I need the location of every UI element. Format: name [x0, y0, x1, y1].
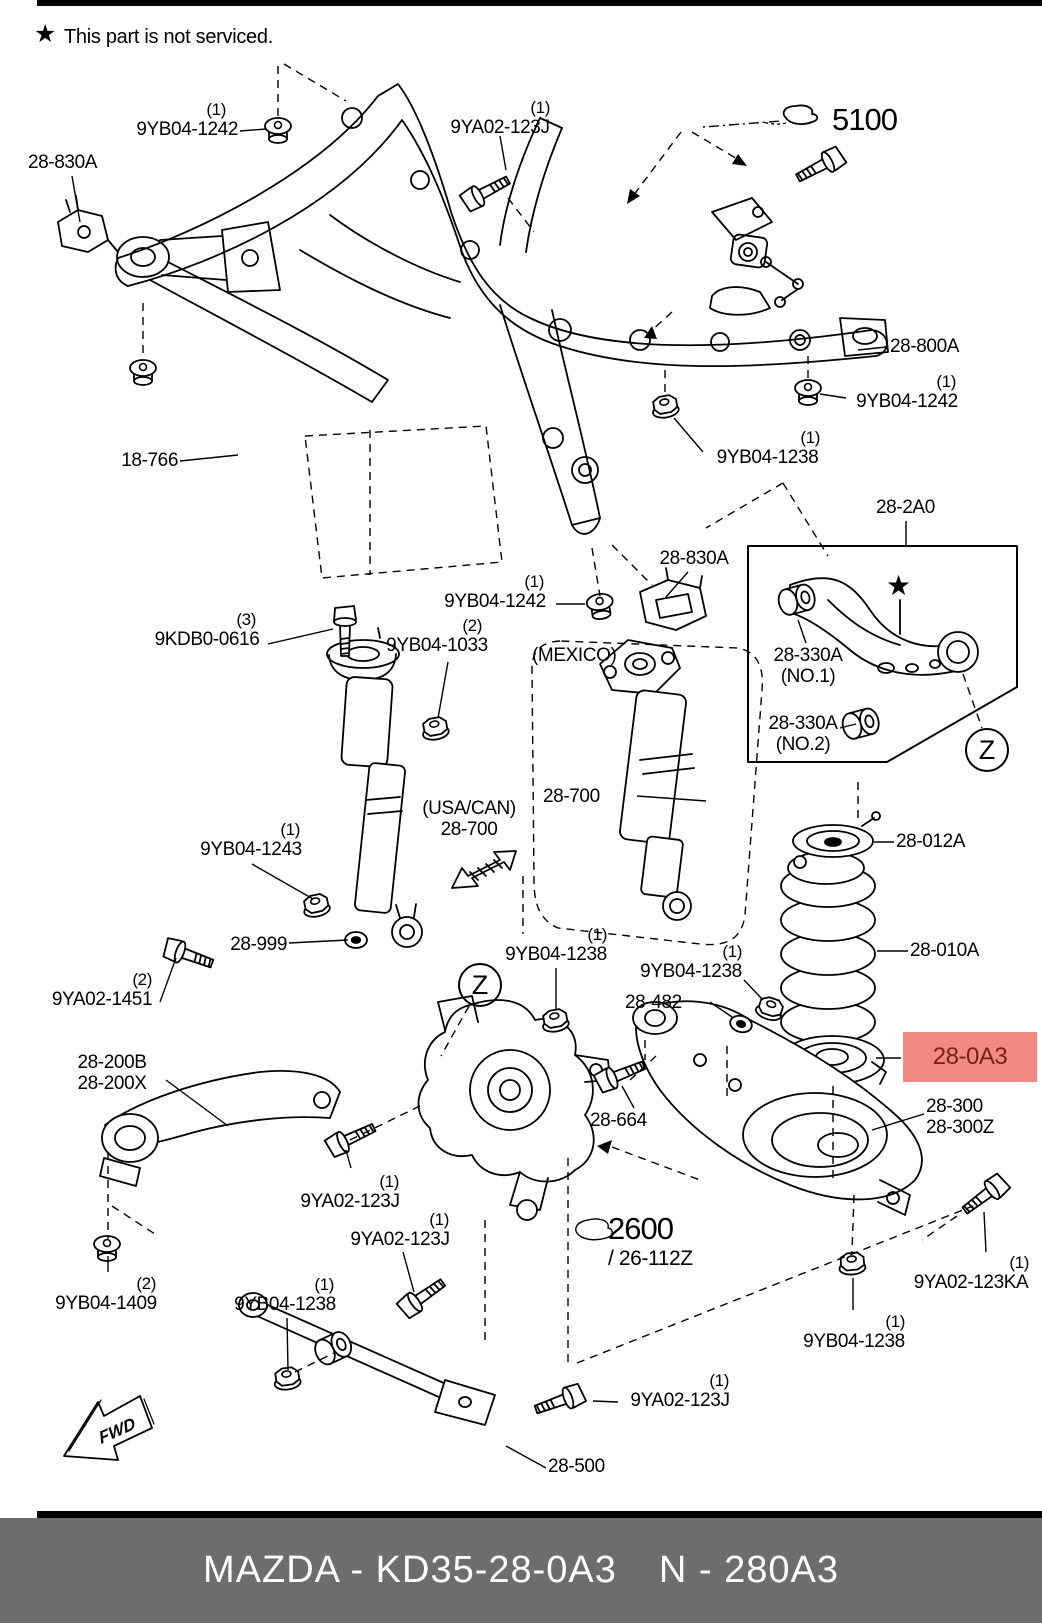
- part-number: 28-2A0: [876, 497, 935, 518]
- not-serviced-note: This part is not serviced.: [64, 26, 273, 48]
- callout-28-500: [548, 1456, 605, 1477]
- bolt-9ya02-123j-knuckle2: [396, 1273, 450, 1320]
- callout-18-766: [98, 450, 178, 471]
- star-icon: ★: [34, 20, 57, 48]
- callout-28-012a: [896, 831, 965, 852]
- callout-28-300: [926, 1096, 994, 1139]
- part-number: 9KDB0-0616: [154, 629, 260, 651]
- part-sub: (NO.1): [780, 666, 836, 688]
- callout-9kdb0-0616: [148, 610, 266, 650]
- z-label: Z: [978, 734, 996, 765]
- qty: (1): [936, 372, 956, 391]
- lower-arm-28-300: [633, 1001, 922, 1215]
- star-marker: ★: [886, 570, 912, 601]
- part-number: 9YA02-123J: [350, 1229, 450, 1251]
- callout-9yb04-1238-bottom-left: [226, 1275, 344, 1315]
- nut-9yb04-1033: [420, 716, 449, 742]
- part-number: 5100: [832, 102, 897, 137]
- callout-9ya02-1451: [42, 970, 162, 1010]
- bolt-9ya02-123j-top: [459, 170, 513, 213]
- qty: (1): [429, 1210, 449, 1229]
- part-number: 28-830A: [28, 152, 98, 173]
- bottom-border: [37, 1511, 1042, 1518]
- shock-absorber-mexico: [600, 640, 694, 920]
- callout-28-830a-left: [28, 152, 138, 173]
- clip-glyph-icon: [784, 105, 818, 124]
- spring-upper-seat-28-012a: [793, 812, 880, 857]
- callout-9yb04-1238-top: [705, 428, 830, 468]
- region-label: (USA/CAN): [422, 798, 516, 819]
- height-sensor-assembly: [710, 105, 817, 314]
- bolt-28-664: [593, 1055, 648, 1094]
- bolt-9ya02-123j-bottom: [532, 1382, 587, 1420]
- part-number: 28-800A: [890, 336, 960, 357]
- part-number: 9YB04-1033: [386, 635, 488, 657]
- part-number: 28-200B: [77, 1052, 147, 1073]
- nut-9yb04-1242-mid: [586, 592, 615, 620]
- fwd-label: FWD: [96, 1413, 138, 1448]
- callout-28-700-mexico: [543, 786, 600, 807]
- callout-28-2a0: [876, 497, 935, 518]
- qty: (3): [236, 610, 256, 629]
- footer-part-code: MAZDA - KD35-28-0A3: [202, 1549, 617, 1591]
- part-number: 2600: [608, 1211, 673, 1246]
- part-number: 9YA02-123KA: [913, 1272, 1029, 1294]
- qty: (2): [132, 970, 152, 989]
- region-label: (MEXICO): [532, 645, 617, 666]
- bolt-5100: [793, 145, 847, 188]
- callout-mexico: [532, 645, 616, 666]
- part-number: 9YB04-1238: [640, 961, 742, 983]
- callout-5100: [832, 103, 897, 138]
- callout-9ya02-123ka: [903, 1253, 1039, 1293]
- part-number: 28-012A: [896, 831, 966, 852]
- callout-9ya02-123j-top: [440, 98, 560, 138]
- callout-28-664: [590, 1110, 647, 1131]
- callout-2600: [608, 1212, 693, 1270]
- qty: (1): [885, 1312, 905, 1331]
- callout-9yb04-1409: [46, 1274, 166, 1314]
- coil-spring-28-010a: [781, 852, 875, 1043]
- part-number: 28-999: [230, 934, 287, 955]
- part-number: 28-330A: [768, 713, 838, 734]
- part-number: 28-830A: [659, 548, 729, 569]
- part-number: 28-482: [625, 992, 682, 1013]
- part-number: 9YB04-1242: [856, 391, 958, 413]
- callout-28-700-usacan: [406, 798, 532, 841]
- qty: (1): [379, 1172, 399, 1191]
- part-number: 28-0A3: [932, 1043, 1008, 1070]
- callout-28-999: [203, 934, 287, 955]
- part-number: 28-700: [543, 786, 600, 807]
- callout-9yb04-1242-right: [848, 372, 966, 412]
- part-number: 18-766: [121, 450, 178, 471]
- qty: (1): [709, 1371, 729, 1390]
- callout-9yb04-1033: [382, 616, 492, 656]
- part-number: 28-500: [548, 1456, 605, 1477]
- shock-absorber-usa-can: [327, 628, 422, 947]
- part-number: 9YB04-1238: [716, 447, 819, 469]
- nut-9yb04-1242-left: [130, 360, 156, 385]
- z-label: Z: [471, 969, 489, 1000]
- callout-28-010a: [910, 940, 979, 961]
- callout-9yb04-1238-mid: [495, 925, 617, 965]
- footer-ref-code: N - 280A3: [658, 1549, 839, 1591]
- qty: (1): [524, 572, 544, 591]
- nut-9yb04-1238-bottom-left: [273, 1366, 302, 1391]
- part-number: 9YA02-123J: [450, 117, 550, 139]
- part-number: 9YB04-1238: [505, 944, 607, 966]
- part-number: 9YB04-1243: [200, 839, 302, 861]
- callout-9yb04-1238-spring: [630, 942, 752, 982]
- part-number-alt: 28-300Z: [926, 1117, 994, 1139]
- qty: (1): [1009, 1253, 1029, 1272]
- rear-knuckle: [418, 996, 610, 1220]
- part-number-alt: / 26-112Z: [608, 1246, 693, 1270]
- part-number: 9YA02-123J: [630, 1390, 730, 1412]
- part-number: 9YB04-1242: [136, 119, 238, 141]
- part-number: 28-330A: [773, 645, 843, 666]
- clip-glyph-icon-2600: [576, 1219, 612, 1240]
- part-number: 28-700: [440, 819, 498, 841]
- qty: (1): [280, 820, 300, 839]
- part-number: 9YB04-1242: [444, 591, 546, 613]
- callout-9ya02-123j-knuckle2: [341, 1210, 459, 1250]
- qty: (1): [722, 942, 742, 961]
- callout-9yb04-1238-bottom-right: [793, 1312, 915, 1352]
- callout-9yb04-1243: [192, 820, 310, 860]
- callout-28-330a-no2: [752, 713, 854, 756]
- bracket-28-830a-left: [58, 196, 118, 252]
- callout-28-200b: [60, 1052, 164, 1095]
- part-number: 9YB04-1238: [803, 1331, 905, 1353]
- nut-9yb04-1242-top: [265, 118, 291, 143]
- callout-9yb04-1242-top: [118, 100, 238, 140]
- bolt-9ya02-123j-knuckle1: [324, 1118, 379, 1159]
- part-number: 9YB04-1409: [55, 1293, 157, 1315]
- nut-9yb04-1238-top: [650, 394, 679, 420]
- part-number-alt: 28-200X: [77, 1073, 147, 1095]
- callout-9ya02-123j-knuckle1: [291, 1172, 409, 1212]
- callout-28-800a: [890, 336, 990, 357]
- qty: (1): [800, 428, 820, 447]
- part-number: 9YA02-123J: [300, 1191, 400, 1213]
- nut-9yb04-1243: [301, 893, 331, 919]
- part-number: 9YB04-1238: [234, 1294, 336, 1316]
- washer-28-999: [345, 932, 367, 948]
- part-sub: (NO.2): [775, 734, 831, 756]
- callout-28-830a-mid: [645, 548, 743, 569]
- bracket-28-830a-mid: [640, 568, 706, 630]
- nut-9yb04-1409: [94, 1236, 120, 1261]
- part-number: 28-010A: [910, 940, 980, 961]
- z-view-marker-1: [965, 728, 1009, 772]
- qty: (2): [462, 616, 482, 635]
- footer-bar: [0, 1518, 1042, 1623]
- qty: (1): [314, 1275, 334, 1294]
- z-view-marker-2: [458, 963, 502, 1007]
- bolt-9ya02-123ka: [958, 1172, 1011, 1220]
- callout-9yb04-1242-mid: [436, 572, 554, 612]
- qty: (1): [587, 925, 607, 944]
- callout-28-330a-no1: [757, 645, 859, 688]
- qty: (1): [206, 100, 226, 119]
- callout-28-482: [625, 992, 682, 1013]
- qty: (1): [530, 98, 550, 117]
- highlighted-callout-28-0a3: [903, 1032, 1037, 1082]
- double-arrow-icon: [452, 851, 516, 888]
- nut-9yb04-1238-bottom-right: [838, 1252, 866, 1276]
- bushing-bottom-left: [311, 1329, 355, 1368]
- part-number: 9YA02-1451: [51, 989, 153, 1011]
- part-number: 28-664: [590, 1110, 647, 1131]
- nut-9yb04-1242-right: [795, 380, 821, 405]
- callout-9ya02-123j-bottom: [621, 1371, 739, 1411]
- qty: (2): [136, 1274, 156, 1293]
- part-number: 28-300: [926, 1096, 983, 1117]
